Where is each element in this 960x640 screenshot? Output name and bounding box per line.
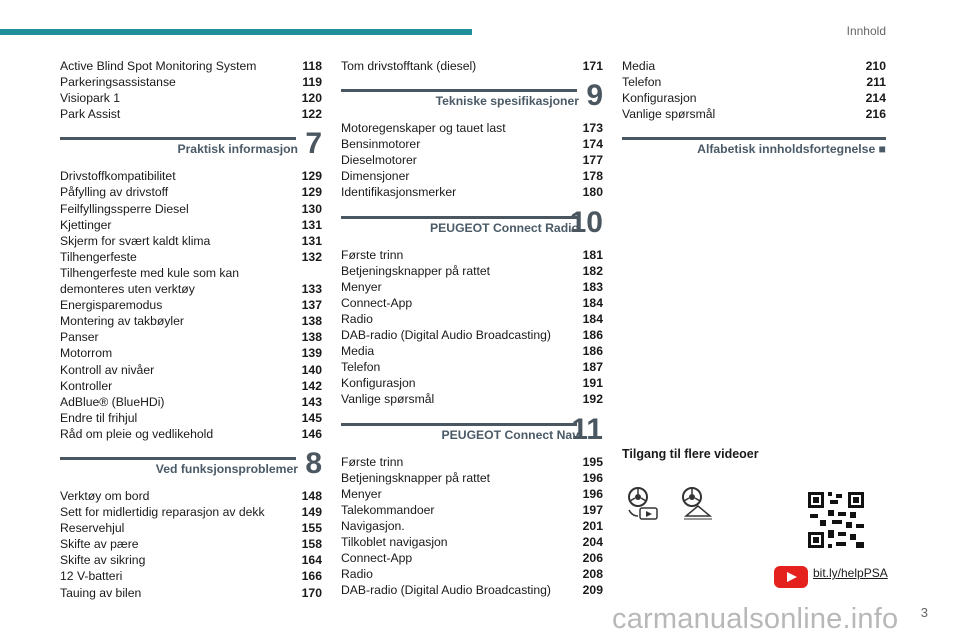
toc-entry-page: 183 [582, 279, 603, 294]
toc-entry-title: Bensinmotorer [341, 137, 421, 152]
toc-entry[interactable] [60, 520, 322, 536]
toc-entry[interactable] [341, 502, 603, 518]
toc-entry-page: 191 [582, 376, 603, 391]
toc-entry[interactable] [622, 90, 886, 106]
toc-entry-title: Connect-App [341, 295, 413, 310]
toc-entry-page: 143 [301, 394, 322, 409]
toc-entry-page: 210 [865, 59, 886, 73]
toc-entry-title: Sett for midlertidig reparasjon av dekk [60, 505, 265, 520]
toc-entry-title: Skifte av sikring [60, 553, 146, 568]
toc-entry-title: Verktøy om bord [60, 488, 150, 503]
toc-entry[interactable] [60, 90, 322, 106]
toc-entry-page: 148 [301, 488, 322, 503]
toc-entry-page: 140 [301, 362, 322, 377]
toc-entry[interactable] [60, 217, 322, 233]
toc-entry[interactable] [341, 343, 603, 359]
toc-entry-page: 131 [301, 233, 322, 248]
toc-entry[interactable] [341, 295, 603, 311]
toc-entry-page: 142 [301, 378, 322, 393]
section-title: PEUGEOT Connect Nav [441, 427, 579, 442]
toc-entry-page: 171 [582, 59, 603, 73]
top-accent-bar [0, 29, 472, 35]
toc-list [60, 168, 322, 442]
toc-entry-page: 211 [866, 75, 886, 90]
toc-entry-title: Råd om pleie og vedlikehold [60, 426, 214, 441]
toc-entry-title: Parkeringsassistanse [60, 75, 176, 90]
toc-entry-title: AdBlue® (BlueHDi) [60, 394, 165, 409]
toc-entry[interactable] [341, 470, 603, 486]
toc-entry[interactable] [60, 168, 322, 184]
section-rule [341, 423, 577, 426]
toc-entry[interactable] [341, 582, 603, 598]
toc-entry-page: 182 [582, 263, 603, 278]
section-title: Ved funksjonsproblemer [155, 461, 298, 476]
toc-entry[interactable] [341, 311, 603, 327]
toc-entry-page: 178 [582, 169, 603, 184]
toc-entry-title: Kontroll av nivåer [60, 362, 155, 377]
toc-entry[interactable] [60, 233, 322, 249]
section-title: PEUGEOT Connect Radio [430, 220, 579, 235]
toc-entry-title: Tilhengerfeste med kule som kan [60, 265, 240, 280]
toc-entry[interactable] [622, 58, 886, 74]
videos-heading: Tilgang til flere videoer [622, 447, 759, 461]
steering-wheel-assistance-icon [680, 486, 714, 527]
toc-entry[interactable] [341, 566, 603, 582]
toc-entry-title: Tauing av bilen [60, 585, 142, 600]
toc-entry-title: Navigasjon. [341, 518, 405, 533]
section-title[interactable]: Alfabetisk innholdsfortegnelse ■ [697, 142, 886, 157]
toc-entry-page: 118 [302, 59, 322, 73]
section-rule [622, 137, 886, 140]
toc-entry-page: 138 [301, 330, 322, 345]
toc-entry-title: DAB-radio (Digital Audio Broadcasting) [341, 583, 551, 598]
section-rule [341, 89, 577, 92]
toc-column-2 [341, 58, 603, 598]
toc-entry-page: 129 [301, 185, 322, 200]
toc-entry-page: 180 [582, 185, 603, 200]
toc-entry[interactable] [341, 247, 603, 263]
help-video-link[interactable]: bit.ly/helpPSA [813, 566, 888, 580]
toc-entry-title: Talekommandoer [341, 502, 435, 517]
toc-list [341, 454, 603, 599]
toc-entry-title: Kjettinger [60, 217, 112, 232]
toc-entry[interactable] [341, 184, 603, 200]
watermark-text: carmanualsonline.info [612, 603, 899, 635]
toc-entry[interactable] [60, 201, 322, 217]
toc-entry[interactable] [60, 345, 322, 361]
toc-entry[interactable] [60, 313, 322, 329]
toc-entry-page: 131 [301, 217, 322, 232]
toc-entry[interactable] [60, 58, 322, 74]
toc-entry[interactable] [341, 375, 603, 391]
toc-column-1 [60, 58, 322, 601]
toc-entry-page: 166 [301, 569, 322, 584]
toc-entry[interactable] [60, 552, 322, 568]
toc-entry[interactable] [341, 263, 603, 279]
toc-entry-title: Drivstoffkompatibilitet [60, 169, 176, 184]
toc-entry-page: 119 [302, 75, 322, 90]
toc-entry[interactable] [341, 279, 603, 295]
toc-entry-page: 181 [582, 247, 603, 262]
toc-entry-title: Vanlige spørsmål [622, 107, 716, 122]
toc-entry-title: Menyer [341, 486, 382, 501]
section-header-8 [60, 446, 322, 486]
toc-entry-title: Media [341, 344, 375, 359]
toc-entry[interactable] [622, 106, 886, 122]
toc-entry-page: 137 [301, 298, 322, 313]
page-number: 3 [920, 605, 928, 620]
toc-entry[interactable] [60, 249, 322, 265]
toc-entry-title: Konfigurasjon [622, 91, 697, 106]
toc-entry[interactable] [341, 136, 603, 152]
toc-entry[interactable] [60, 378, 322, 394]
toc-entry[interactable] [622, 74, 886, 90]
toc-entry[interactable] [60, 585, 322, 601]
toc-entry[interactable] [60, 265, 322, 281]
toc-entry-page: 204 [582, 534, 603, 549]
section-header-11 [341, 412, 603, 452]
toc-entry-page: 145 [301, 410, 322, 425]
steering-wheel-video-icon [626, 486, 660, 527]
section-header-7 [60, 127, 322, 166]
toc-entry-title: Active Blind Spot Monitoring System [60, 59, 257, 73]
toc-entry[interactable] [341, 359, 603, 375]
toc-entry-title: Dieselmotorer [341, 153, 417, 168]
section-title: Tekniske spesifikasjoner [435, 94, 579, 109]
toc-entry-title: Media [622, 59, 656, 73]
toc-entry-page: 164 [301, 553, 322, 568]
toc-entry-title: Motoregenskaper og tauet last [341, 121, 506, 136]
section-number: 9 [586, 79, 603, 113]
toc-entry-page: 195 [582, 454, 603, 469]
toc-entry-title: Første trinn [341, 454, 404, 469]
toc-entry-page: 155 [301, 521, 322, 536]
toc-entry[interactable] [341, 486, 603, 502]
toc-list [60, 488, 322, 601]
toc-entry-title: DAB-radio (Digital Audio Broadcasting) [341, 328, 551, 343]
qr-code-icon[interactable] [806, 490, 866, 555]
toc-entry-page: 149 [301, 505, 322, 520]
toc-entry-title: Første trinn [341, 247, 404, 262]
toc-entry[interactable] [341, 518, 603, 534]
toc-entry-page: 186 [582, 344, 603, 359]
toc-entry-page: 206 [582, 551, 603, 566]
toc-entry-page: 216 [865, 107, 886, 122]
toc-entry-page: 177 [582, 153, 603, 168]
toc-entry-page: 196 [582, 486, 603, 501]
toc-entry-page: 170 [301, 585, 322, 600]
toc-entry-title: Dimensjoner [341, 169, 410, 184]
section-header-9 [341, 79, 603, 118]
toc-entry-title: Park Assist [60, 107, 121, 122]
toc-entry-title: Panser [60, 330, 99, 345]
section-number: 10 [569, 205, 603, 239]
toc-entry-page: 122 [301, 107, 322, 122]
toc-entry[interactable] [341, 58, 603, 74]
section-number: 8 [305, 446, 322, 480]
toc-entry-title: demonteres uten verktøy [60, 282, 195, 297]
toc-entry-title: Telefon [341, 360, 381, 375]
toc-entry[interactable] [341, 152, 603, 168]
toc-entry[interactable] [60, 394, 322, 410]
toc-entry[interactable] [60, 297, 322, 313]
toc-entry-page: 209 [582, 583, 603, 598]
toc-entry-page: 173 [582, 121, 603, 136]
toc-entry-page: 146 [301, 426, 322, 441]
toc-entry-title: Radio [341, 567, 373, 582]
toc-entry[interactable] [60, 329, 322, 345]
section-rule [60, 457, 296, 460]
toc-entry-title: 12 V-batteri [60, 569, 123, 584]
toc-list [341, 247, 603, 408]
toc-entry-title: Reservehjul [60, 521, 125, 536]
section-number: 7 [305, 127, 322, 161]
toc-list [341, 58, 603, 74]
toc-entry-title: Feilfyllingssperre Diesel [60, 201, 189, 216]
toc-entry[interactable] [60, 362, 322, 378]
toc-entry[interactable] [341, 391, 603, 407]
toc-entry-page: 158 [301, 537, 322, 552]
toc-entry[interactable] [341, 168, 603, 184]
toc-entry[interactable] [341, 120, 603, 136]
toc-entry-page: 197 [582, 502, 603, 517]
toc-entry-title: Visiopark 1 [60, 91, 121, 106]
toc-entry-page: 120 [301, 91, 322, 106]
toc-entry-title: Endre til frihjul [60, 410, 138, 425]
toc-entry-title: Påfylling av drivstoff [60, 185, 169, 200]
toc-entry[interactable] [60, 568, 322, 584]
toc-entry-page: 174 [582, 137, 603, 152]
toc-entry[interactable] [60, 74, 322, 90]
toc-entry-title: Montering av takbøyler [60, 314, 184, 329]
toc-entry-title: Radio [341, 311, 373, 326]
page-header-title: Innhold [846, 24, 886, 38]
toc-entry-page: 208 [582, 567, 603, 582]
toc-column-3 [622, 58, 886, 168]
section-rule [60, 137, 296, 140]
toc-entry[interactable] [341, 454, 603, 470]
section-header-10 [341, 205, 603, 245]
toc-entry[interactable] [60, 536, 322, 552]
toc-entry-title: Telefon [622, 75, 662, 90]
toc-entry-page: 130 [301, 201, 322, 216]
section-rule [341, 216, 577, 219]
toc-entry-title: Menyer [341, 279, 382, 294]
toc-entry-page: 184 [582, 311, 603, 326]
toc-entry-page: 187 [582, 360, 603, 375]
toc-entry-title: Skjerm for svært kaldt klima [60, 233, 211, 248]
toc-entry-title: Betjeningsknapper på rattet [341, 263, 491, 278]
toc-entry-title: Tom drivstofftank (diesel) [341, 59, 477, 73]
toc-entry-page: 201 [582, 518, 603, 533]
toc-entry-title: Energisparemodus [60, 298, 163, 313]
toc-list [60, 58, 322, 122]
section-header-alphabetical [622, 130, 886, 166]
toc-entry[interactable] [341, 550, 603, 566]
toc-entry-title: Identifikasjonsmerker [341, 185, 457, 200]
toc-entry-page: 196 [582, 470, 603, 485]
toc-entry[interactable] [341, 327, 603, 343]
toc-entry-page: 139 [301, 346, 322, 361]
toc-entry[interactable] [60, 504, 322, 520]
toc-entry[interactable] [60, 426, 322, 442]
toc-entry-page: 192 [582, 392, 603, 407]
section-number: 11 [571, 412, 603, 446]
toc-entry-title: Konfigurasjon [341, 376, 416, 391]
youtube-icon[interactable] [774, 566, 808, 588]
toc-entry[interactable] [60, 410, 322, 426]
toc-entry-title: Skifte av pære [60, 537, 139, 552]
toc-entry-page: 138 [301, 314, 322, 329]
toc-entry-page: 214 [865, 91, 886, 106]
toc-list [622, 58, 886, 122]
section-title: Praktisk informasjon [177, 142, 298, 157]
toc-entry-title: Betjeningsknapper på rattet [341, 470, 491, 485]
toc-entry-page: 129 [301, 169, 322, 184]
toc-entry-title: Vanlige spørsmål [341, 392, 435, 407]
toc-entry-title: Tilkoblet navigasjon [341, 534, 448, 549]
toc-entry[interactable] [60, 281, 322, 297]
toc-entry-page: 133 [301, 282, 322, 297]
toc-entry[interactable] [341, 534, 603, 550]
toc-entry-title: Connect-App [341, 551, 413, 566]
toc-entry-title: Kontroller [60, 378, 113, 393]
toc-list [341, 120, 603, 200]
toc-entry[interactable] [60, 488, 322, 504]
toc-entry-page: 132 [301, 249, 322, 264]
toc-entry-title: Tilhengerfeste [60, 249, 137, 264]
toc-entry[interactable] [60, 106, 322, 122]
toc-entry-title: Motorrom [60, 346, 113, 361]
toc-entry[interactable] [60, 184, 322, 200]
toc-entry-page: 184 [582, 295, 603, 310]
toc-entry-page: 186 [582, 328, 603, 343]
